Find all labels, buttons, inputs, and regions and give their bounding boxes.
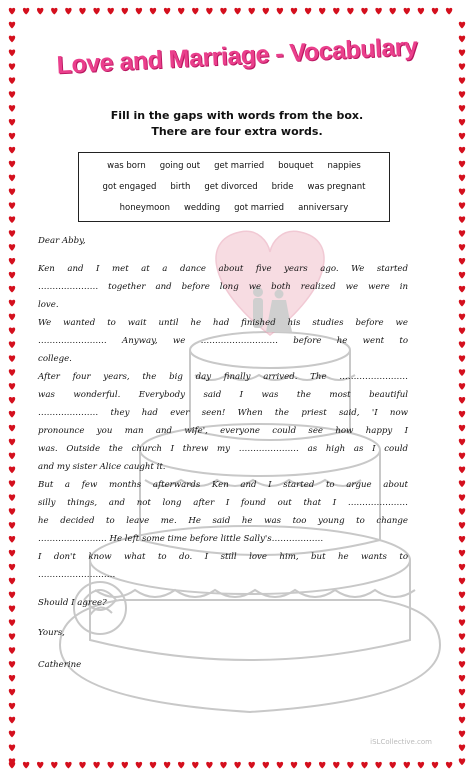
word: was born xyxy=(107,161,146,171)
letter-line: and my sister Alice caught it. xyxy=(38,462,166,472)
word: bride xyxy=(271,182,294,192)
watermark: iSLCollective.com xyxy=(370,738,432,746)
word: got engaged xyxy=(102,182,157,192)
instructions-line-1: Fill in the gaps with words from the box. xyxy=(110,109,364,122)
letter-line: Ken and I met at a dance about five years ago. We started xyxy=(38,264,408,274)
letter-line: I don't know what to do. I still love him, but he wants to xyxy=(38,552,408,562)
word: got married xyxy=(234,203,285,213)
word: anniversary xyxy=(298,203,349,213)
letter-line: pronounce you man and wife', everyone could see how happy I xyxy=(38,426,408,436)
letter-line: silly things, and not long after I found out that I ………………… xyxy=(38,498,408,508)
letter-question: Should I agree? xyxy=(38,598,107,608)
word: honeymoon xyxy=(119,203,170,213)
instructions xyxy=(0,108,474,140)
word: going out xyxy=(159,161,201,171)
letter-line: was wonderful. Everybody said I was the most beautiful xyxy=(38,390,408,400)
letter-line: After four years, the big day finally arrived. The …………………… xyxy=(38,372,408,382)
word-box xyxy=(78,152,390,222)
word-row xyxy=(79,182,389,192)
word: get divorced xyxy=(204,182,258,192)
letter-signature: Catherine xyxy=(38,660,82,670)
letter-line: ………………… they had ever seen! When the priest said, 'I now xyxy=(38,408,408,418)
letter-line: …………………… He left some time before little Sally's……………… xyxy=(38,534,324,544)
word-row xyxy=(79,203,389,213)
letter-line: We wanted to wait until he had finished his studies before we xyxy=(38,318,408,328)
letter-line: love. xyxy=(38,300,59,310)
letter-line: ………………… together and before long we both realized we were in xyxy=(38,282,408,292)
letter-line: he decided to leave me. He said he was too young to change xyxy=(38,516,408,526)
letter-greeting: Dear Abby, xyxy=(38,236,86,246)
letter-closing: Yours, xyxy=(38,628,65,638)
word-row xyxy=(79,161,389,171)
letter-line: But a few months afterwards Ken and I started to argue about xyxy=(38,480,408,490)
letter-line: ……………………… xyxy=(38,570,116,580)
letter-line: college. xyxy=(38,354,72,364)
word: birth xyxy=(170,182,191,192)
word: get married xyxy=(214,161,265,171)
letter-line: …………………… Anyway, we ……………………… before he went to xyxy=(38,336,408,346)
word: was pregnant xyxy=(307,182,366,192)
instructions-line-2: There are four extra words. xyxy=(151,125,323,138)
word: wedding xyxy=(183,203,221,213)
page-title: Love and Marriage - Vocabulary xyxy=(55,32,418,80)
word: nappies xyxy=(327,161,361,171)
word: bouquet xyxy=(278,161,314,171)
letter-line: was. Outside the church I threw my ………………… as high as I could xyxy=(38,444,408,454)
